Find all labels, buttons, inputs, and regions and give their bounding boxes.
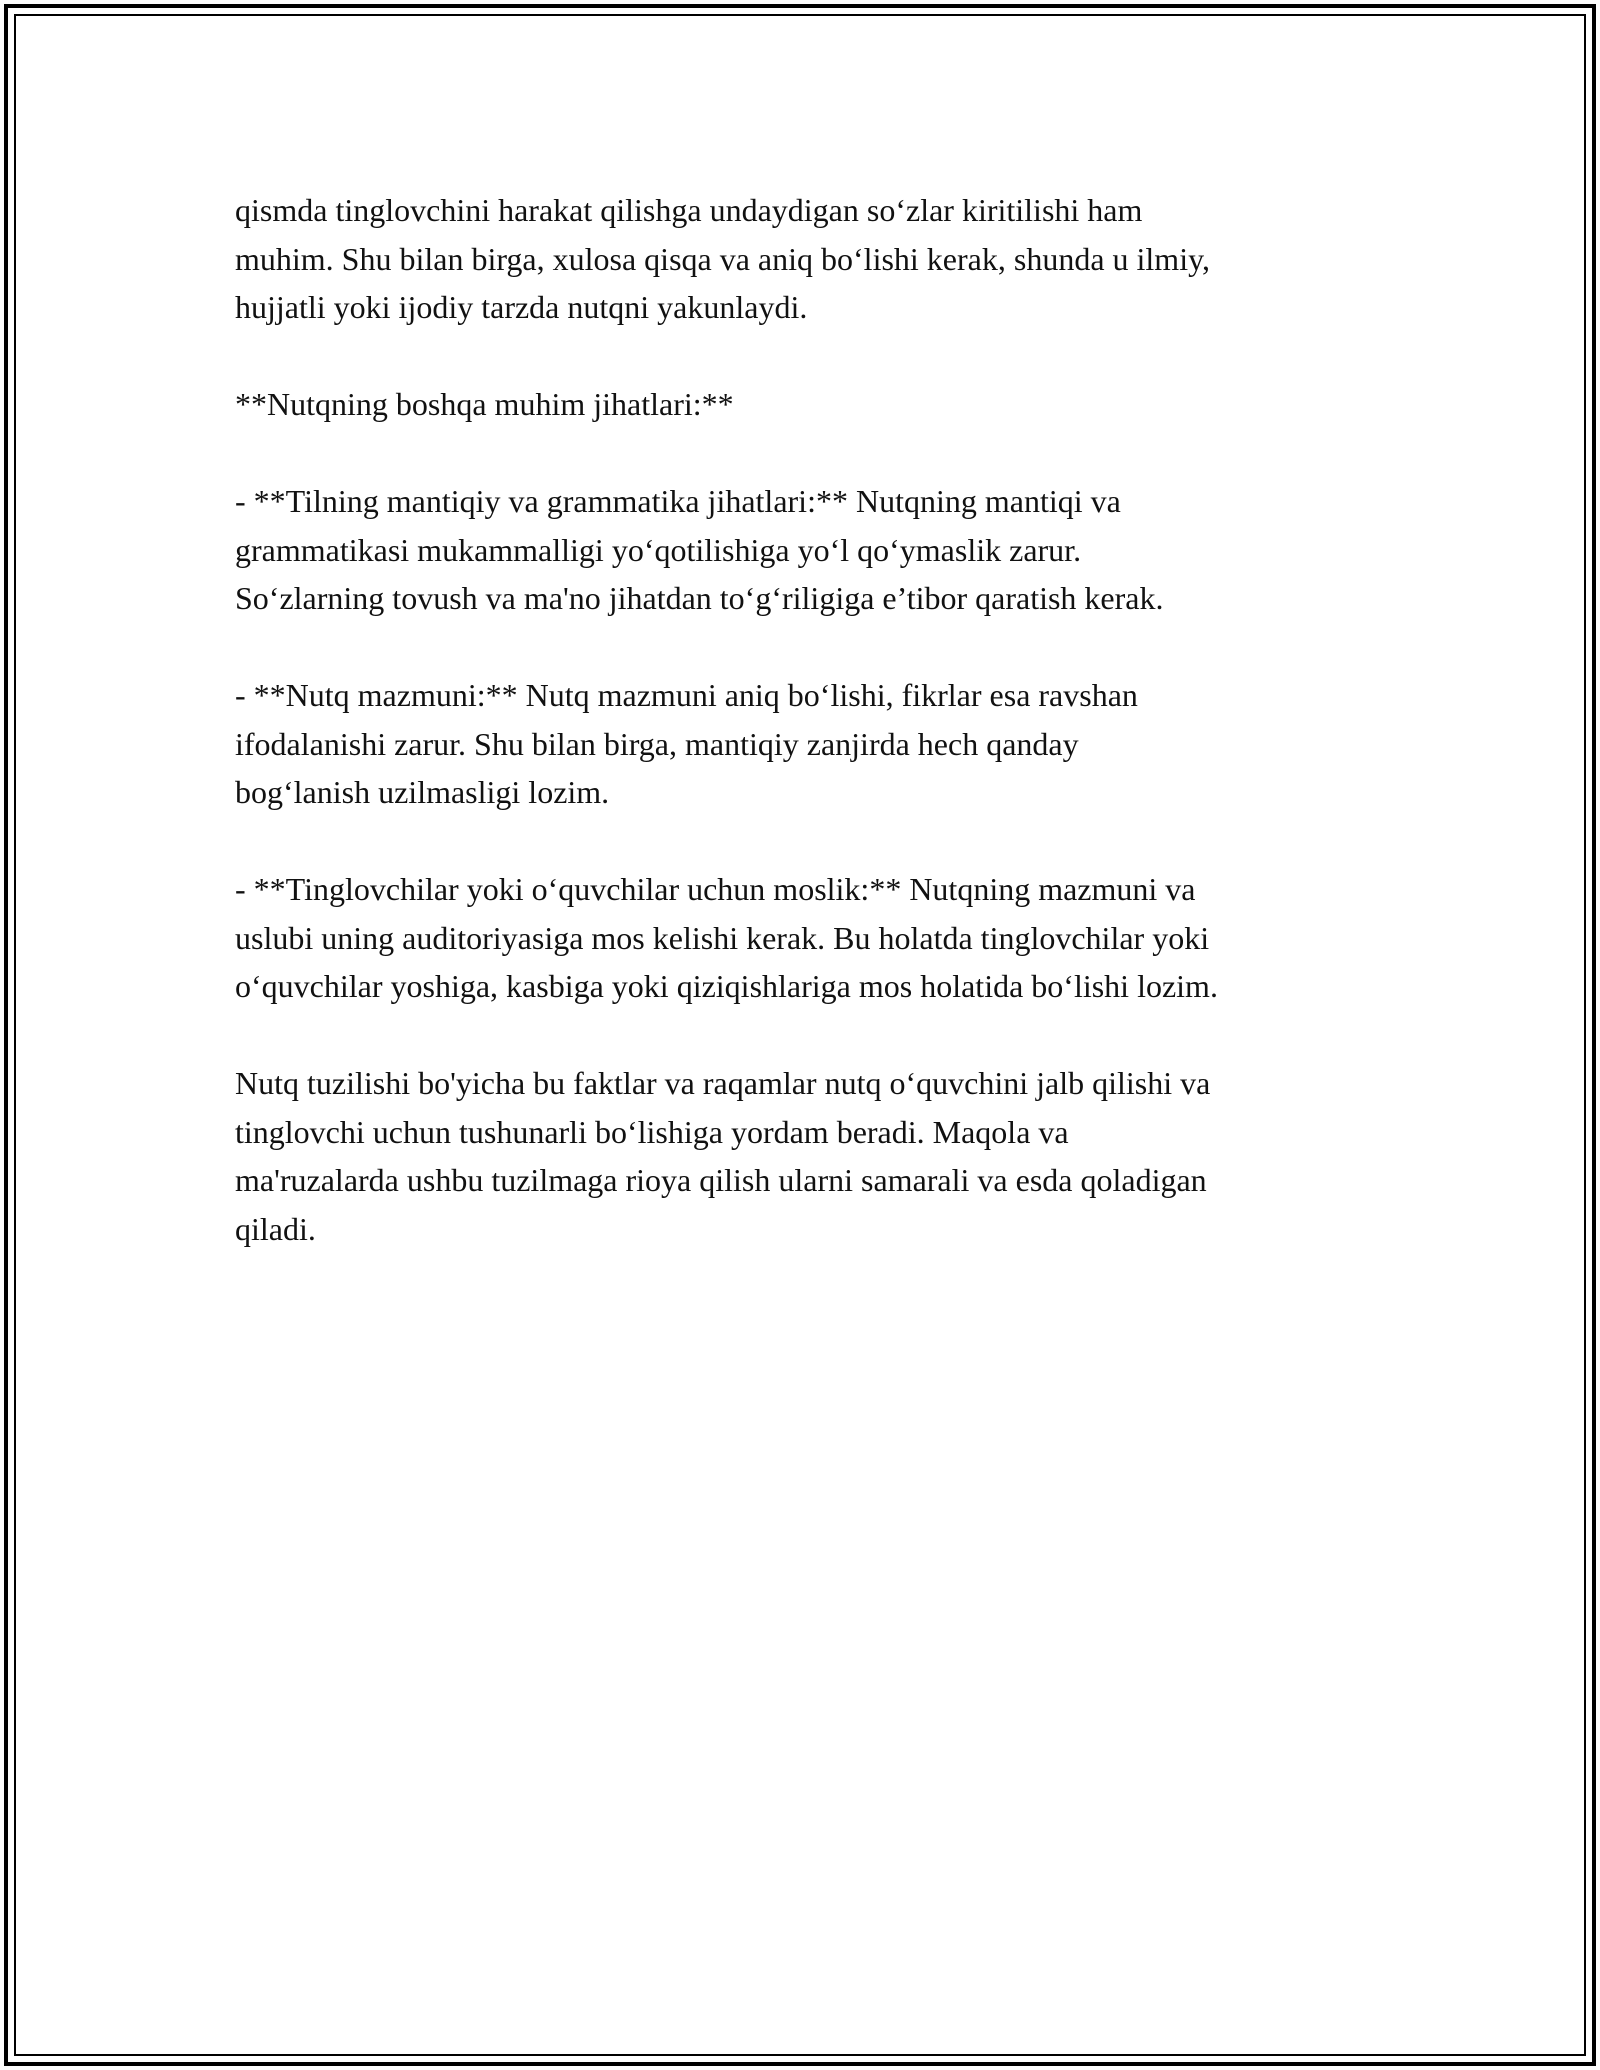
bullet-audience-fit (235, 865, 1395, 1011)
document-body (235, 186, 1395, 1302)
text-line: tinglovchi uchun tushunarli bo‘lishiga yordam beradi. Maqola va (235, 1113, 1069, 1150)
paragraph-conclusion (235, 186, 1395, 332)
section-heading (235, 380, 1395, 429)
text-line: ifodalanishi zarur. Shu bilan birga, mantiqiy zanjirda hech qanday (235, 725, 1079, 762)
text-line: o‘quvchilar yoshiga, kasbiga yoki qiziqishlariga mos holatida bo‘lishi lozim. (235, 968, 1218, 1004)
text-line: bog‘lanish uzilmasligi lozim. (235, 774, 610, 810)
text-line: muhim. Shu bilan birga, xulosa qisqa va aniq bo‘lishi kerak, shunda u ilmiy, (235, 240, 1210, 277)
paragraph-summary (235, 1059, 1395, 1253)
bullet-language-logic (235, 477, 1395, 623)
text-line: qismda tinglovchini harakat qilishga undaydigan so‘zlar kiritilishi ham (235, 192, 1143, 228)
heading-line: **Nutqning boshqa muhim jihatlari:** (235, 386, 734, 422)
bullet-speech-content (235, 671, 1395, 817)
text-line: qiladi. (235, 1210, 316, 1247)
text-line: - **Tinglovchilar yoki o‘quvchilar uchun moslik:** Nutqning mazmuni va (235, 871, 1196, 907)
text-line: hujjatli yoki ijodiy tarzda nutqni yakunlaydi. (235, 289, 808, 325)
text-line: - **Nutq mazmuni:** Nutq mazmuni aniq bo‘lishi, fikrlar esa ravshan (235, 677, 1138, 713)
text-line: So‘zlarning tovush va ma'no jihatdan to‘g‘riligiga e’tibor qaratish kerak. (235, 580, 1164, 616)
text-line: ma'ruzalarda ushbu tuzilmaga rioya qilish ularni samarali va esda qoladigan (235, 1162, 1207, 1198)
text-line: - **Tilning mantiqiy va grammatika jihatlari:** Nutqning mantiqi va (235, 483, 1121, 519)
text-line: uslubi uning auditoriyasiga mos kelishi kerak. Bu holatda tinglovchilar yoki (235, 919, 1210, 956)
text-line: grammatikasi mukammalligi yo‘qotilishiga yo‘l qo‘ymaslik zarur. (235, 531, 1082, 568)
text-line: Nutq tuzilishi bo'yicha bu faktlar va raqamlar nutq o‘quvchini jalb qilishi va (235, 1065, 1211, 1101)
